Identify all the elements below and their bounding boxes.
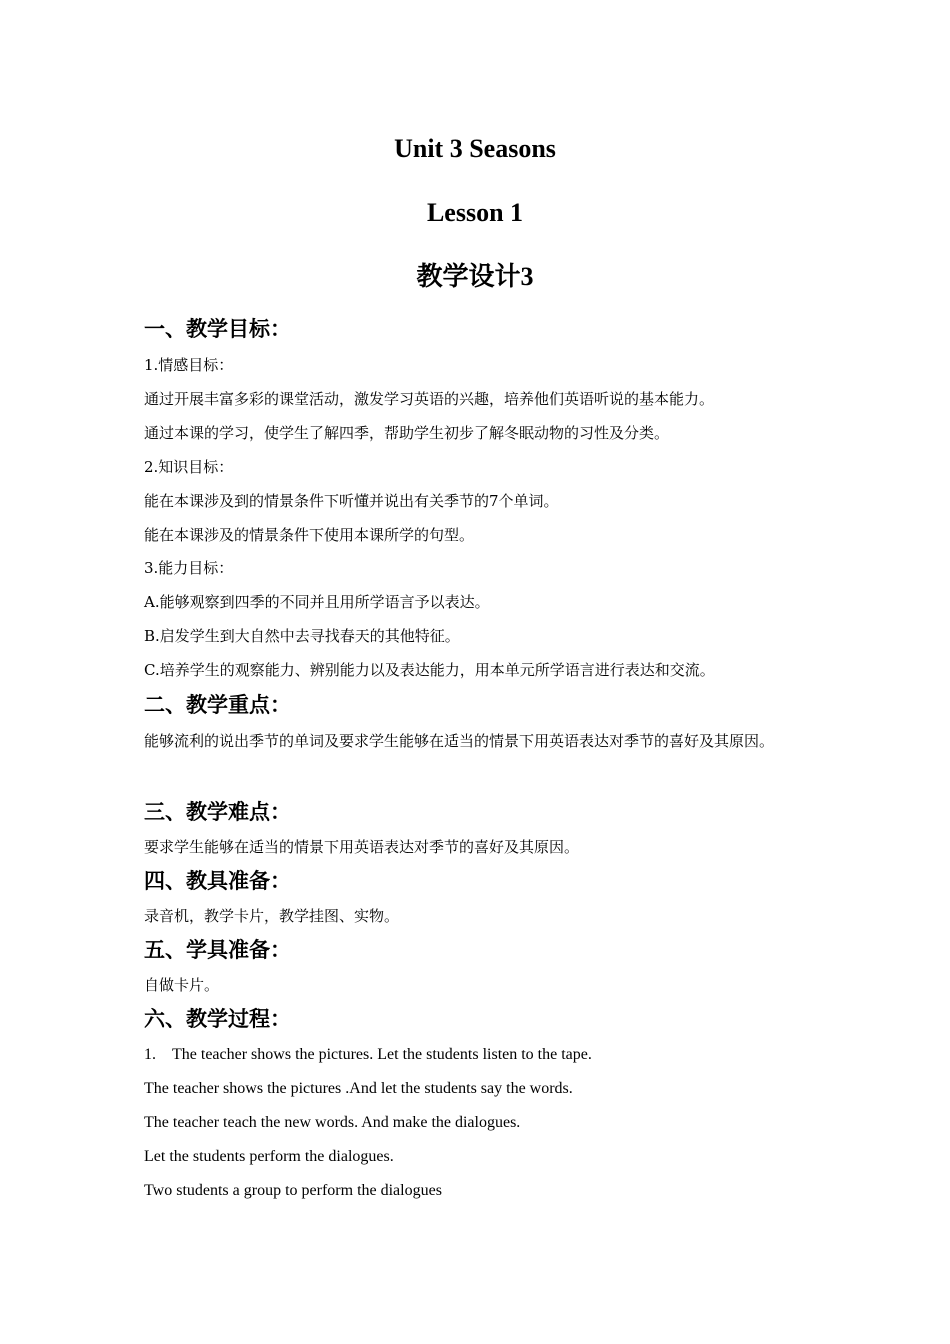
design-title: 教学设计3 xyxy=(416,262,534,291)
ability-line-a: A.能够观察到四季的不同并且用所学语言予以表达。 xyxy=(144,593,490,611)
student-aids-heading: 五、学具准备： xyxy=(144,937,291,962)
key-points-text: 能够流利的说出季节的单词及要求学生能够在适当的情景下用英语表达对季节的喜好及其原因。 xyxy=(144,732,775,750)
process-line-2: The teacher shows the pictures .And let the students say the words. xyxy=(144,1080,573,1097)
teaching-aids-text: 录音机，教学卡片，教学挂图、实物。 xyxy=(144,907,400,925)
process-step-1-text: The teacher shows the pictures. Let the students listen to the tape. xyxy=(172,1046,592,1063)
key-points-heading: 二、教学重点： xyxy=(144,692,291,717)
difficulties-heading: 三、教学难点： xyxy=(144,799,291,824)
ability-line-c: C.培养学生的观察能力、辨别能力以及表达能力，用本单元所学语言进行表达和交流。 xyxy=(144,661,715,679)
lesson-title: Lesson 1 xyxy=(426,198,524,227)
student-aids-text: 自做卡片。 xyxy=(144,976,220,994)
knowledge-line-2: 能在本课涉及的情景条件下使用本课所学的句型。 xyxy=(144,526,475,544)
objectives-heading: 一、教学目标： xyxy=(144,316,291,341)
process-line-3: The teacher teach the new words. And make the dialogues. xyxy=(144,1114,521,1131)
emotional-line-1: 通过开展丰富多彩的课堂活动，激发学习英语的兴趣，培养他们英语听说的基本能力。 xyxy=(144,390,715,408)
emotional-label: 1.情感目标： xyxy=(144,356,234,374)
knowledge-line-1: 能在本课涉及到的情景条件下听懂并说出有关季节的7个单词。 xyxy=(144,492,559,510)
ability-label: 3.能力目标： xyxy=(144,559,234,577)
ability-line-b: B.启发学生到大自然中去寻找春天的其他特征。 xyxy=(144,627,460,645)
process-step-number: 1. xyxy=(144,1046,156,1063)
unit-title: Unit 3 Seasons xyxy=(394,134,556,163)
knowledge-label: 2.知识目标： xyxy=(144,458,234,476)
process-line-4: Let the students perform the dialogues. xyxy=(144,1148,394,1165)
emotional-line-2: 通过本课的学习，使学生了解四季，帮助学生初步了解冬眠动物的习性及分类。 xyxy=(144,424,670,442)
process-heading: 六、教学过程： xyxy=(144,1006,291,1031)
teaching-aids-heading: 四、教具准备： xyxy=(144,868,291,893)
difficulties-text: 要求学生能够在适当的情景下用英语表达对季节的喜好及其原因。 xyxy=(144,838,580,856)
process-step-1 xyxy=(144,1045,592,1065)
process-line-5: Two students a group to perform the dialogues xyxy=(144,1182,442,1199)
